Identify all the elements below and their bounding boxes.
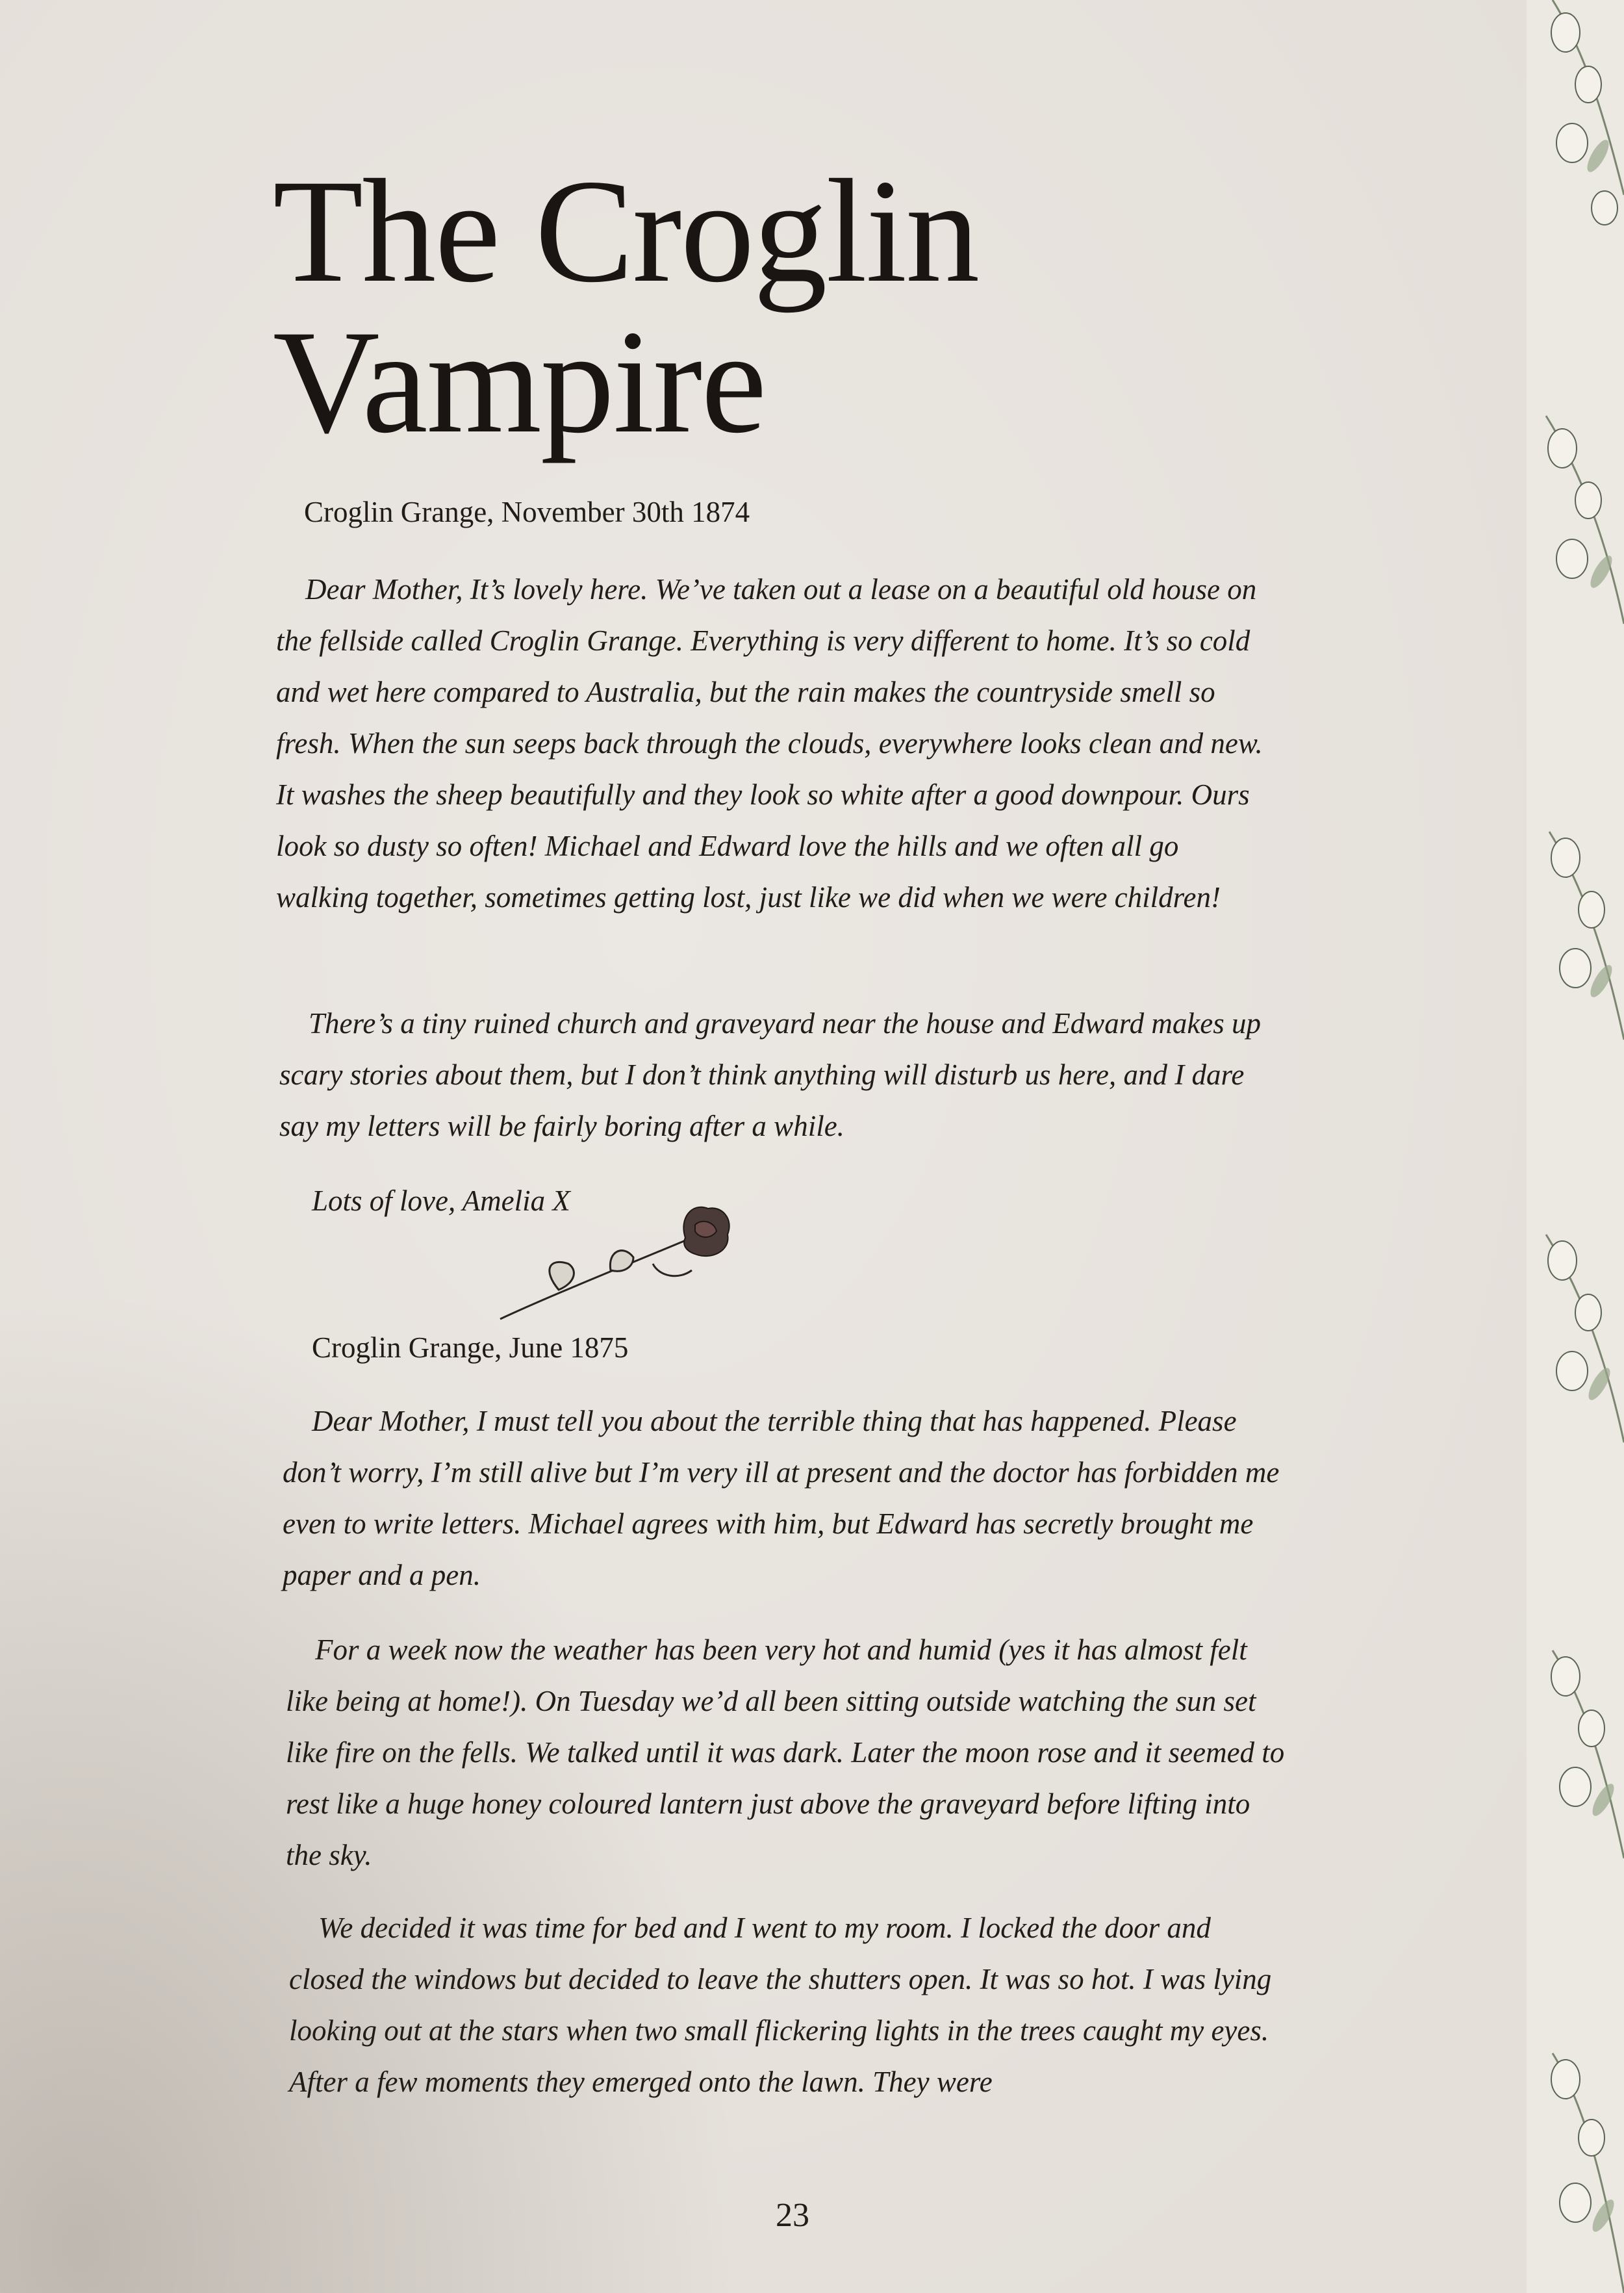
letter-2-dateline: Croglin Grange, June 1875: [312, 1331, 629, 1364]
title-line-2: Vampire: [273, 300, 766, 464]
page-title: [273, 149, 1117, 464]
letter-2-paragraph-2: For a week now the weather has been very hot and humid (yes it has almost felt like being at home!). On Tuesday we’d all been sitting outside watching the sun set like fire on the fells. We talked until it was dark. Later the moon rose and it seemed to rest like a huge honey coloured lantern just above the graveyard before lifting into the sky.: [286, 1633, 1285, 1871]
letter-1-paragraph-1: Dear Mother, It’s lovely here. We’ve taken out a lease on a beautiful old house on the fellside called Croglin Grange. Everything is very different to home. It’s so cold and wet here compared to Australia, but the rain makes the countryside smell so fresh. When the sun seeps back through the clouds, everywhere looks clean and new. It washes the sheep beautifully and they look so white after a good downpour. Ours look so dusty so often! Michael and Edward love the hills and we often all go walking together, sometimes getting lost, just like we did when we were children!: [276, 573, 1263, 914]
rose-illustration: [497, 1199, 737, 1322]
letter-2-paragraph-1: Dear Mother, I must tell you about the terrible thing that has happened. Please don’t worry, I’m still alive but I’m very ill at present and the doctor has forbidden me even to write letters. Michael agrees with him, but Edward has secretly brought me paper and a pen.: [283, 1405, 1280, 1591]
letter-1-paragraph-2: There’s a tiny ruined church and graveyard near the house and Edward makes up scary stories about them, but I don’t think anything will disturb us here, and I dare say my letters will be fairly boring after a while.: [279, 1007, 1262, 1142]
letter-2-paragraph-3: We decided it was time for bed and I went to my room. I locked the door and closed the windows but decided to leave the shutters open. It was so hot. I was lying looking out at the stars when two small flickering lights in the trees caught my eyes. After a few moments they emerged onto the lawn. They were: [289, 1912, 1272, 2098]
letter-1-signoff: Lots of love, Amelia X: [312, 1185, 570, 1217]
page-number: 23: [776, 2197, 809, 2234]
floral-border-illustration: [1527, 0, 1624, 2293]
letter-1-dateline: Croglin Grange, November 30th 1874: [304, 496, 750, 528]
title-line-1: The Croglin: [273, 149, 979, 313]
